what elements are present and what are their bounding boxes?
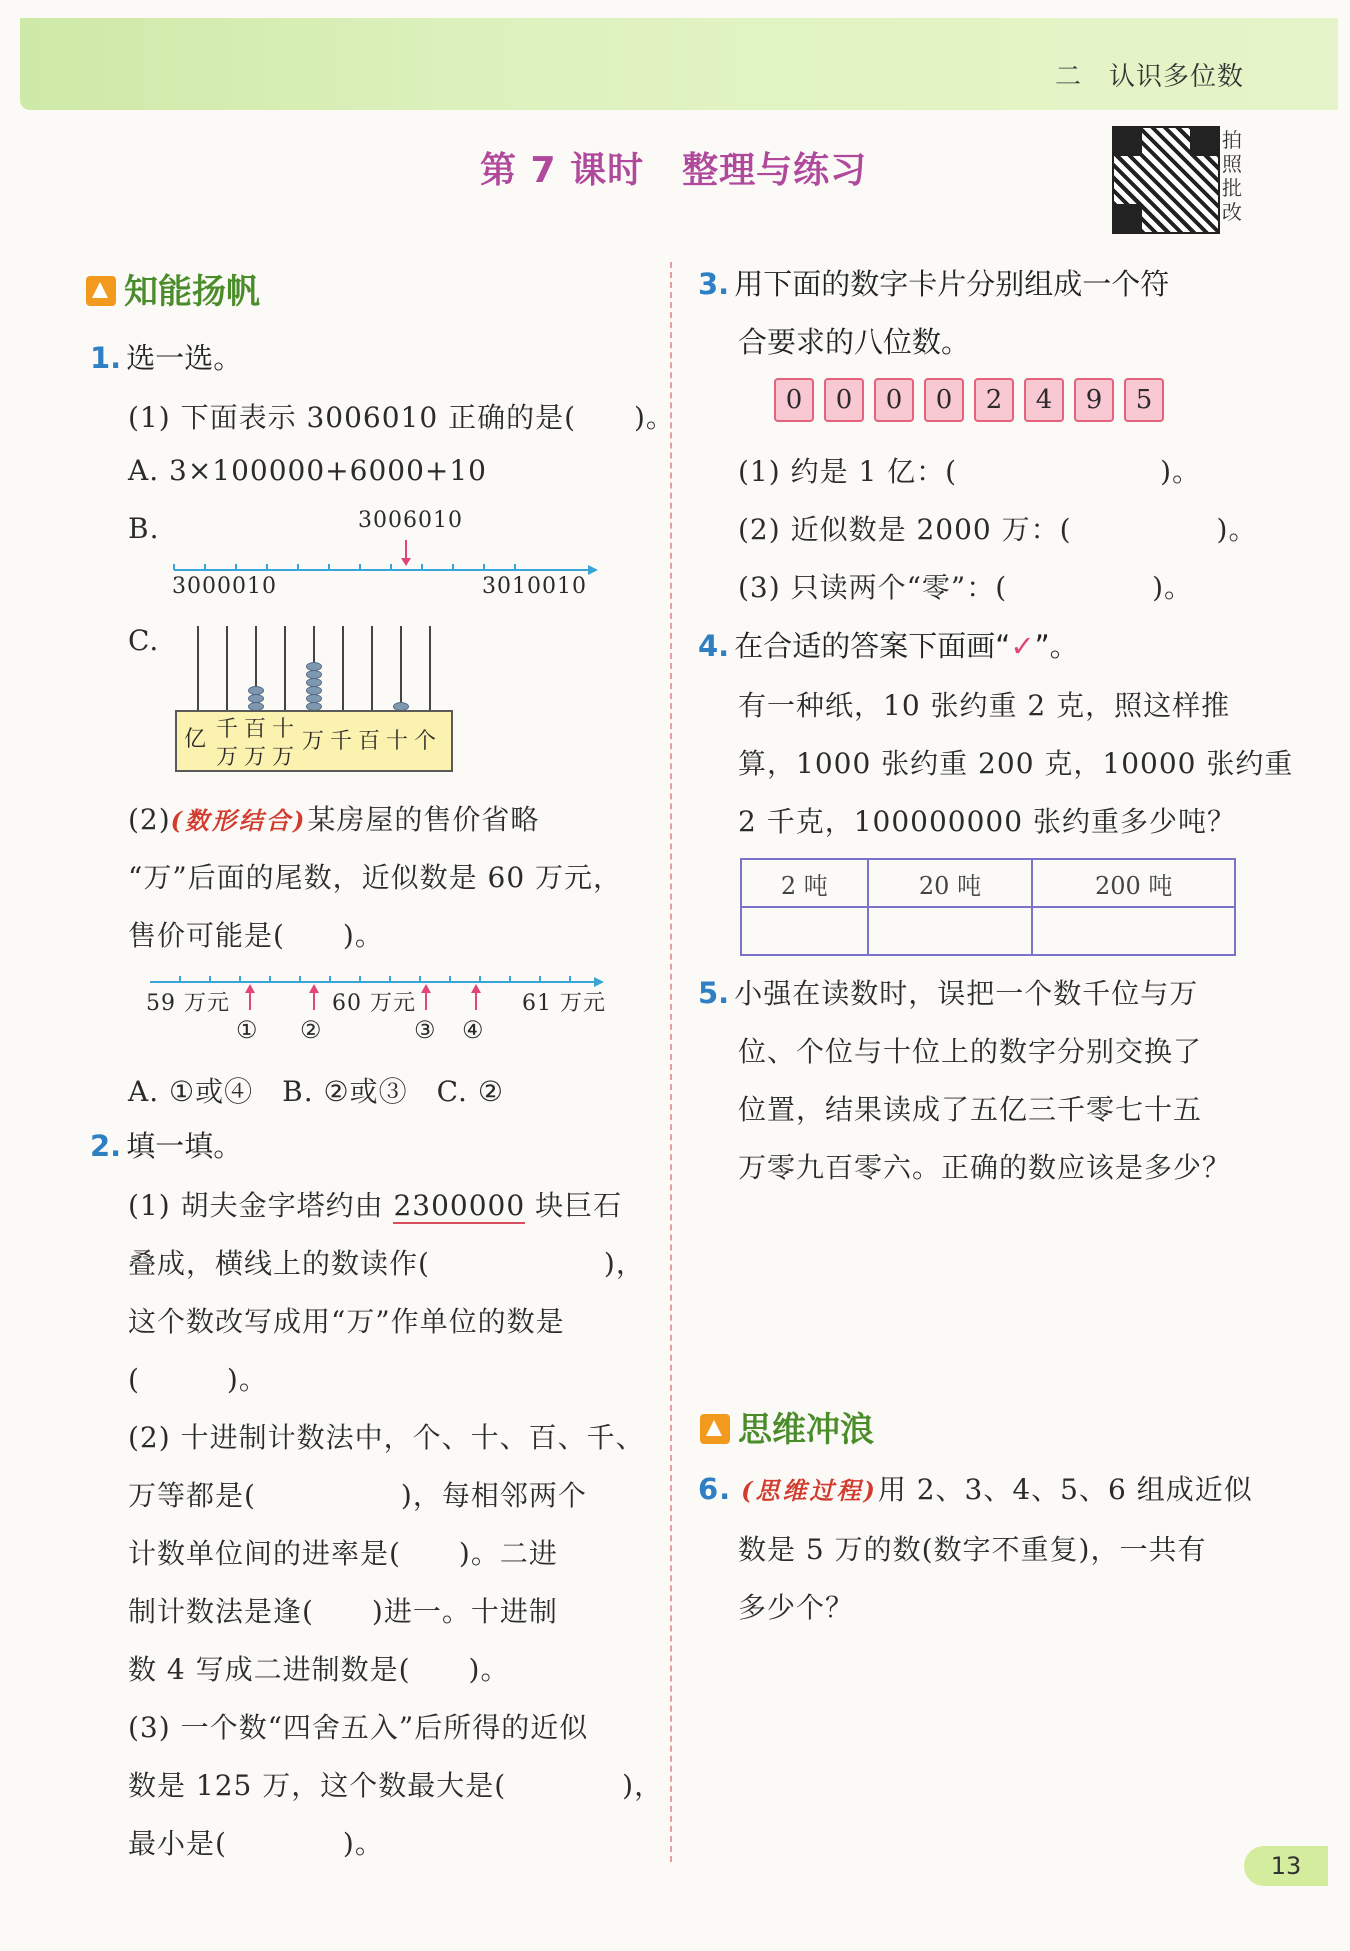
- abacus-bead: [306, 694, 322, 703]
- answer-cell[interactable]: [741, 907, 868, 955]
- q2-line12: 最小是( )。: [128, 1827, 384, 1860]
- q5-line2: 位、个位与十位上的数字分别交换了: [738, 1035, 1203, 1068]
- qr-code-icon[interactable]: [1112, 126, 1220, 234]
- q6-line3: 多少个？: [738, 1591, 855, 1624]
- q3-line2: 合要求的八位数。: [738, 325, 971, 359]
- q1-option-b: B.: [128, 512, 160, 545]
- q1-choices: A. ①或④ B. ②或③ C. ②: [128, 1075, 504, 1108]
- abacus-bead: [306, 678, 322, 687]
- q1-part2-line3: 售价可能是( )。: [128, 919, 384, 952]
- digit-card: 2: [974, 378, 1014, 422]
- abacus-label-yi: 亿: [184, 727, 207, 752]
- abacus-bead: [306, 662, 322, 671]
- q2-line2: 叠成，横线上的数读作( )，: [128, 1247, 645, 1280]
- unit-title: 二 认识多位数: [1054, 62, 1244, 92]
- table-header-cell: 2 吨: [741, 859, 868, 907]
- page-number: 13: [1244, 1846, 1328, 1886]
- answer-cell[interactable]: [868, 907, 1033, 955]
- q5-line3: 位置，结果读成了五亿三千零七十五: [738, 1093, 1203, 1126]
- qr-label: 拍照批改: [1222, 128, 1242, 224]
- abacus-bead: [306, 670, 322, 679]
- q4-line2: 有一种纸，10 张约重 2 克，照这样推: [738, 689, 1231, 722]
- digit-card: 9: [1074, 378, 1114, 422]
- section-heading-1: 知能扬帆: [86, 264, 260, 313]
- underlined-number: 2300000: [393, 1189, 526, 1222]
- table-header-cell: 20 吨: [868, 859, 1033, 907]
- wave-icon: [700, 1414, 730, 1444]
- nl2-label-60: 60 万元: [332, 991, 416, 1016]
- abacus-rod: [342, 626, 344, 712]
- q4-heading: 4. 在合适的答案下面画“✓”。: [698, 629, 1079, 663]
- nl2-mark-2: ②: [300, 1016, 323, 1044]
- lesson-number: 第 7 课时: [480, 150, 645, 191]
- q2-line7: 计数单位间的进率是( )。二进: [128, 1537, 558, 1570]
- digit-card: 0: [774, 378, 814, 422]
- q2-line11: 数是 125 万，这个数最大是( )，: [128, 1769, 664, 1802]
- check-mark-icon: ✓: [1010, 629, 1035, 663]
- abacus-rod: [400, 626, 402, 712]
- digit-card: 0: [874, 378, 914, 422]
- q1-option-c: C.: [128, 624, 160, 657]
- nl2-mark-3: ③: [414, 1016, 437, 1044]
- digit-card: 5: [1124, 378, 1164, 422]
- q1-part1: (1) 下面表示 3006010 正确的是( )。: [128, 401, 675, 434]
- table-header-cell: 200 吨: [1032, 859, 1235, 907]
- nl-b-right-label: 3010010: [482, 574, 587, 599]
- q4-line4: 2 千克，100000000 张约重多少吨？: [738, 805, 1236, 838]
- tag-shuxing: (数形结合): [170, 806, 308, 835]
- q2-line3: 这个数改写成用“万”作单位的数是: [128, 1305, 565, 1338]
- sail-icon: [86, 276, 116, 306]
- digit-cards: [774, 378, 1174, 422]
- q2-line10: (3) 一个数“四舍五入”后所得的近似: [128, 1711, 589, 1744]
- q1-part2-line1: (2)(数形结合)某房屋的售价省略: [128, 803, 540, 836]
- q3-sub2: (2) 近似数是 2000 万：( )。: [738, 513, 1258, 546]
- nl-b-left-label: 3000010: [172, 574, 277, 599]
- abacus-rod: [371, 626, 373, 712]
- lesson-name: 整理与练习: [682, 150, 868, 191]
- q2-line1: (1) 胡夫金字塔约由 2300000 块巨石: [128, 1189, 623, 1222]
- digit-card: 4: [1024, 378, 1064, 422]
- table-row: [741, 859, 1235, 907]
- q1-option-a: A. 3×100000+6000+10: [128, 454, 487, 487]
- abacus-rod: [284, 626, 286, 712]
- abacus-label-bottom: 万万万: [216, 745, 301, 770]
- tag-siwei: (思维过程): [741, 1476, 878, 1505]
- q2-heading: 2. 填一填。: [90, 1129, 243, 1163]
- nl2-mark-1: ①: [236, 1016, 259, 1044]
- q1-heading: 1. 选一选。: [90, 341, 243, 375]
- q3-heading: 3. 用下面的数字卡片分别组成一个符: [698, 267, 1170, 301]
- q5-line4: 万零九百零六。正确的数应该是多少？: [738, 1151, 1232, 1184]
- q4-line3: 算，1000 张约重 200 克，10000 张约重: [738, 747, 1294, 780]
- section-heading-2: 思维冲浪: [700, 1402, 874, 1451]
- answer-table: [740, 858, 1236, 956]
- abacus-bead: [248, 686, 264, 695]
- abacus-rod: [197, 626, 199, 712]
- q2-line6: 万等都是( )，每相邻两个: [128, 1479, 587, 1512]
- abacus-rod: [226, 626, 228, 712]
- answer-cell[interactable]: [1032, 907, 1235, 955]
- nl-b-top-label: 3006010: [358, 508, 463, 533]
- lesson-title: [480, 142, 905, 193]
- abacus-label-top: 千百十: [216, 717, 301, 742]
- q3-sub1: (1) 约是 1 亿：( )。: [738, 455, 1202, 488]
- abacus-label-tail: 万千百十个: [302, 729, 443, 754]
- q2-line4: ( )。: [128, 1363, 268, 1396]
- q5-heading: 5. 小强在读数时，误把一个数千位与万: [698, 976, 1199, 1010]
- table-row[interactable]: [741, 907, 1235, 955]
- abacus-bead: [248, 694, 264, 703]
- digit-card: 0: [824, 378, 864, 422]
- q2-line8: 制计数法是逢( )进一。十进制: [128, 1595, 558, 1628]
- abacus-rod: [429, 626, 431, 712]
- nl2-label-59: 59 万元: [146, 991, 230, 1016]
- digit-card: 0: [924, 378, 964, 422]
- q1-part2-line2: “万”后面的尾数，近似数是 60 万元，: [128, 861, 623, 894]
- nl2-label-61: 61 万元: [522, 991, 606, 1016]
- q6-line2: 数是 5 万的数(数字不重复)，一共有: [738, 1533, 1207, 1566]
- q3-sub3: (3) 只读两个“零”：( )。: [738, 571, 1194, 604]
- q6-heading: 6. (思维过程)用 2、3、4、5、6 组成近似: [698, 1472, 1253, 1506]
- abacus-bead: [306, 686, 322, 695]
- column-divider: [670, 262, 672, 1862]
- nl2-mark-4: ④: [462, 1016, 485, 1044]
- q2-line5: (2) 十进制计数法中，个、十、百、千、: [128, 1421, 645, 1454]
- q2-line9: 数 4 写成二进制数是( )。: [128, 1653, 510, 1686]
